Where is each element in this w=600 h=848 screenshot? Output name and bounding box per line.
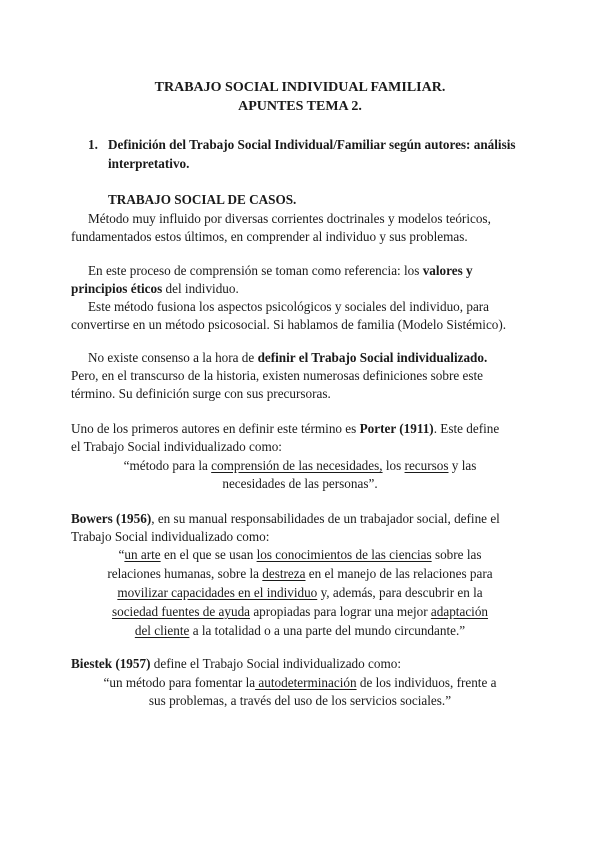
paragraph-line: convertirse en un método psicosocial. Si hablamos de familia (Modelo Sistémico).: [71, 317, 507, 332]
underlined-term: un arte: [124, 547, 161, 562]
text-span: del individuo.: [162, 281, 239, 296]
quote-line: [0, 545, 600, 564]
bold-term: definir el Trabajo Social individualizado.: [257, 350, 488, 365]
paragraph-line: [71, 509, 500, 528]
author-name: Biestek (1957): [71, 656, 151, 671]
paragraph-line: [71, 654, 401, 673]
text-span: En este proceso de comprensión se toman como referencia: los: [88, 263, 423, 278]
paragraph-line: [88, 348, 487, 367]
section-heading-line1: Definición del Trabajo Social Individual/Familiar según autores: análisis: [108, 137, 516, 152]
underlined-term: los conocimientos de las ciencias: [256, 547, 432, 562]
quote-line: [0, 621, 600, 640]
document-title-line1: TRABAJO SOCIAL INDIVIDUAL FAMILIAR.: [154, 80, 446, 95]
text-span: a la totalidad o a una parte del mundo circundante.”: [189, 623, 466, 638]
paragraph-line: [88, 261, 473, 280]
paragraph-line: fundamentados estos últimos, en comprender al individuo y sus problemas.: [71, 229, 468, 244]
text-span: “un método para fomentar la: [103, 675, 256, 690]
text-span: No existe consenso a la hora de: [88, 350, 258, 365]
underlined-term: destreza: [262, 566, 306, 581]
quote-line: necesidades de las personas”.: [222, 476, 378, 491]
underlined-term: adaptación: [430, 604, 489, 619]
paragraph-line: Método muy influido por diversas corrientes doctrinales y modelos teóricos,: [88, 211, 491, 226]
quote-line: [0, 583, 600, 602]
underlined-term: movilizar capacidades en el individuo: [117, 585, 318, 600]
paragraph-line: [71, 279, 239, 298]
paragraph-line: el Trabajo Social individualizado como:: [71, 439, 282, 454]
document-title-line2: APUNTES TEMA 2.: [238, 99, 362, 114]
underlined-term: del cliente: [134, 623, 190, 638]
text-span: “: [118, 547, 125, 562]
text-span: relaciones humanas, sobre la: [107, 566, 263, 581]
subsection-heading: TRABAJO SOCIAL DE CASOS.: [108, 192, 297, 207]
text-span: , en su manual responsabilidades de un trabajador social, define el: [151, 511, 500, 526]
text-span: y, además, para descubrir en la: [317, 585, 483, 600]
author-name: Porter (1911): [359, 421, 434, 436]
text-span: de los individuos, frente a: [356, 675, 497, 690]
paragraph-line: Pero, en el transcurso de la historia, existen numerosas definiciones sobre este: [71, 368, 483, 383]
quote-line: [0, 564, 600, 583]
underlined-term: autodeterminación: [255, 675, 357, 690]
text-span: apropiadas para lograr una mejor: [250, 604, 431, 619]
text-span: y las: [448, 458, 477, 473]
text-span: sobre las: [431, 547, 482, 562]
text-span: “método para la: [123, 458, 212, 473]
text-span: en el manejo de las relaciones para: [305, 566, 493, 581]
quote-line: [0, 673, 600, 692]
text-span: en el que se usan: [160, 547, 257, 562]
quote-line: [0, 456, 600, 475]
underlined-term: comprensión de las necesidades,: [211, 458, 383, 473]
text-span: Uno de los primeros autores en definir este término es: [71, 421, 360, 436]
text-span: define el Trabajo Social individualizado como:: [150, 656, 401, 671]
underlined-term: sociedad fuentes de ayuda: [111, 604, 251, 619]
paragraph-line: Este método fusiona los aspectos psicológicos y sociales del individuo, para: [88, 299, 490, 314]
author-name: Bowers (1956): [71, 511, 152, 526]
section-heading-line2: interpretativo.: [108, 156, 190, 171]
paragraph-line: término. Su definición surge con sus precursoras.: [71, 386, 331, 401]
bold-term: principios éticos: [71, 281, 163, 296]
text-span: . Este define: [433, 421, 500, 436]
section-number: 1.: [88, 137, 98, 152]
bold-term: valores y: [422, 263, 473, 278]
underlined-term: recursos: [404, 458, 449, 473]
quote-line: sus problemas, a través del uso de los servicios sociales.”: [148, 693, 452, 708]
paragraph-line: Trabajo Social individualizado como:: [71, 529, 270, 544]
paragraph-line: [71, 419, 499, 438]
text-span: los: [382, 458, 405, 473]
quote-line: [0, 602, 600, 621]
